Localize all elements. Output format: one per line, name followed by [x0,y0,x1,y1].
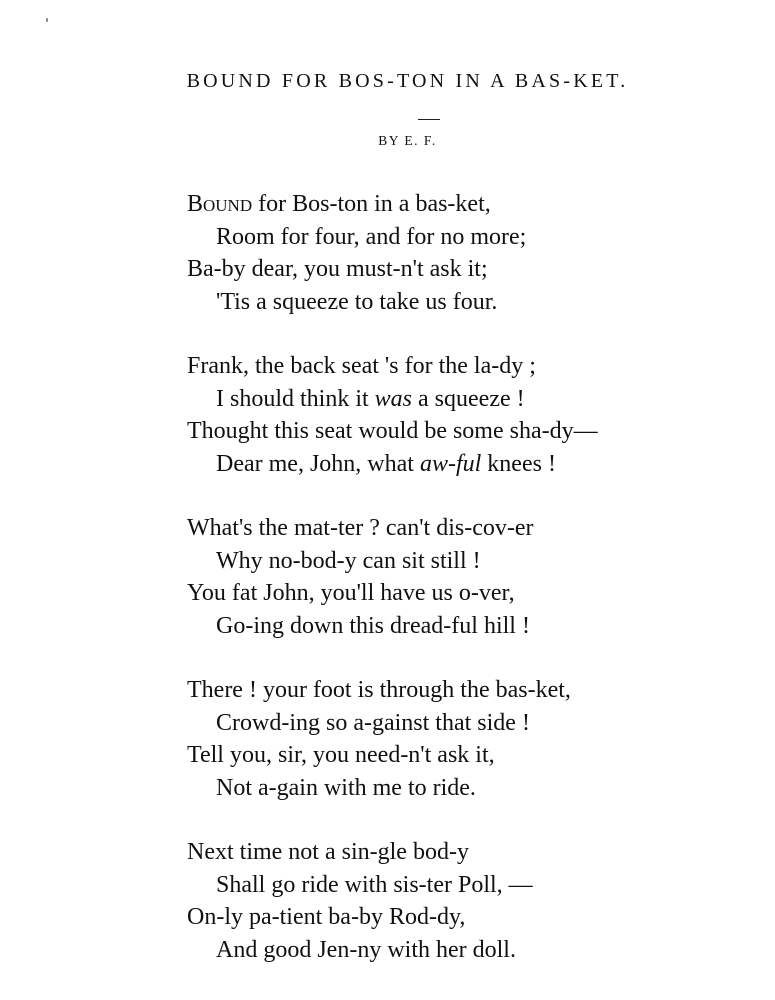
poem-line: Go-ing down this dread-ful hill ! [216,612,530,639]
poem-line: Dear me, John, what aw-ful knees ! [216,450,556,477]
italic-word: aw-ful [419,450,482,477]
poem-line: You fat John, you'll have us o-ver, [187,580,515,606]
poem-line: What's the mat-ter ? can't dis-cov-er [187,515,534,541]
poem-line: Why no-bod-y can sit still ! [216,547,481,574]
stanza-5 [187,836,747,966]
poem-body [187,188,747,998]
print-speck [46,18,48,22]
poem-line: I should think it was a squeeze ! [216,385,525,412]
poem-line: Shall go ride with sis-ter Poll, — [216,871,533,898]
poem-line: Ba-by dear, you must-n't ask it; [187,256,488,282]
poem-line: Bound for Bos-ton in a bas-ket, [187,191,491,217]
stanza-2 [187,350,747,480]
poem-line: Tell you, sir, you need-n't ask it, [187,742,495,768]
poem-line: There ! your foot is through the bas-ket, [187,677,571,703]
poem-line: Frank, the back seat 's for the la-dy ; [187,353,536,379]
poem-line: Room for four, and for no more; [216,223,527,250]
author-byline: BY E. F. [378,133,437,148]
poem-line: Next time not a sin-gle bod-y [187,839,469,865]
poem-line: Crowd-ing so a-gainst that side ! [216,709,530,736]
poem-line: And good Jen-ny with her doll. [216,936,516,963]
poem-line: On-ly pa-tient ba-by Rod-dy, [187,904,466,930]
stanza-3 [187,512,747,642]
stanza-4 [187,674,747,804]
italic-word: was [374,385,413,412]
poem-line: Not a-gain with me to ride. [216,774,476,801]
poem-line: 'Tis a squeeze to take us four. [216,288,498,315]
drop-word: Bound [187,191,253,217]
stanza-1 [187,188,747,318]
poem-title: BOUND FOR BOS-TON IN A BAS-KET. [186,70,629,92]
title-rule [418,119,440,120]
poem-line: Thought this seat would be some sha-dy— [187,418,598,444]
